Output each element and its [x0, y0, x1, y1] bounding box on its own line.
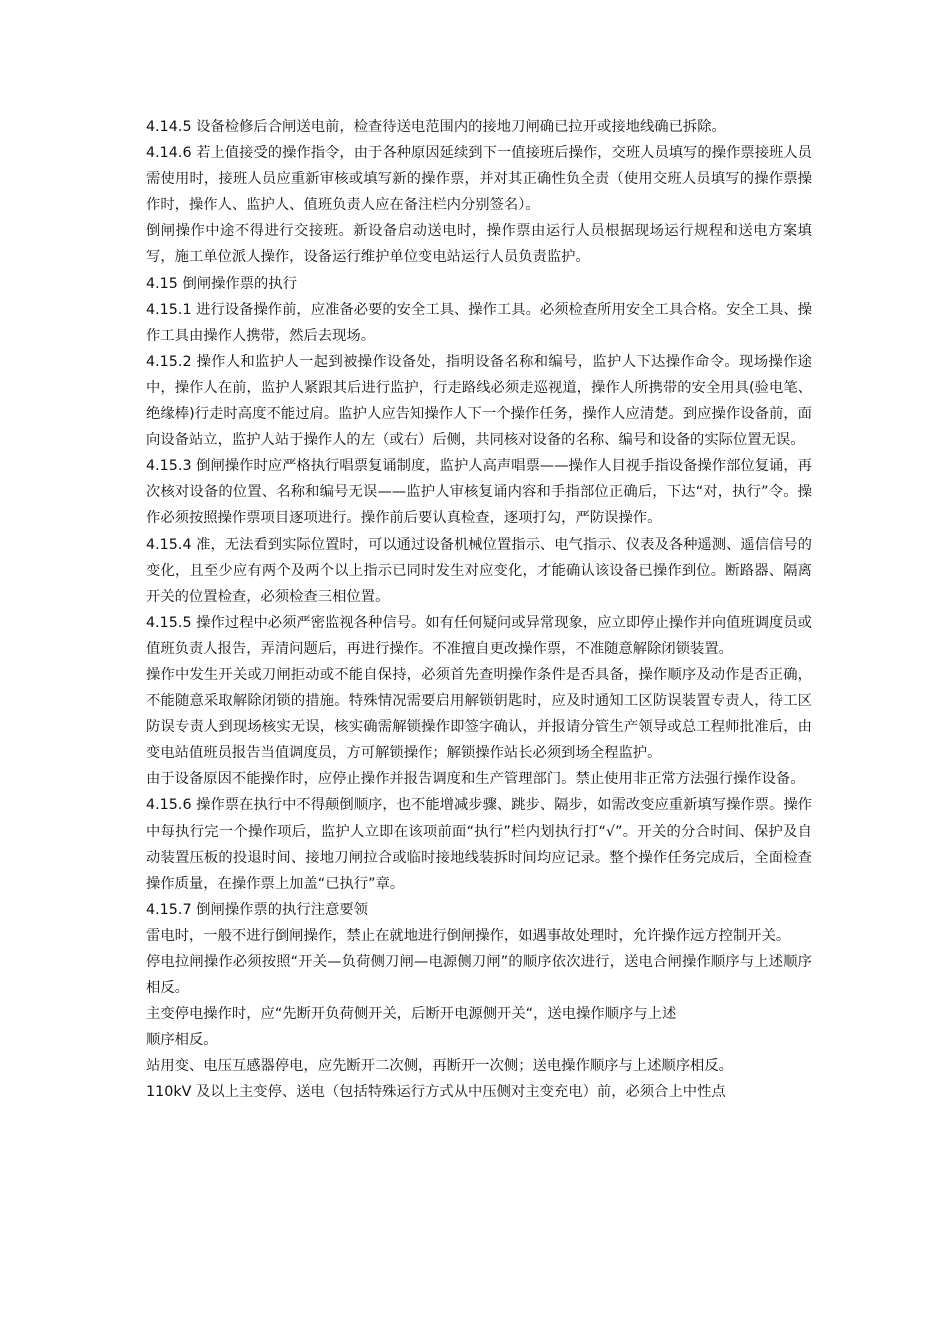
paragraph-lightning: 雷电时，一般不进行倒闸操作，禁止在就地进行倒闸操作，如遇事故处理时，允许操作远方控制开关。 — [146, 927, 791, 944]
paragraph-equipment-failure: 由于设备原因不能操作时，应停止操作并报告调度和生产管理部门。禁止使用非正常方法强行操作设备。 — [146, 771, 805, 788]
paragraph-4-15-1: 4.15.1 进行设备操作前，应准备必要的安全工具、操作工具。必须检查所用安全工具合格。安全工具、操作工具由操作人携带，然后去现场。 — [146, 301, 812, 344]
paragraph-shift-handover: 倒闸操作中途不得进行交接班。新设备启动送电时，操作票由运行人员根据现场运行规程和送电方案填写，施工单位派人操作，设备运行维护单位变电站运行人员负责监护。 — [146, 223, 812, 266]
paragraph-4-14-5: 4.14.5 设备检修后合闸送电前，检查待送电范围内的接地刀闸确已拉开或接地线确已拆除。 — [146, 119, 726, 135]
section-heading-4-15: 4.15 倒闸操作票的执行 — [146, 275, 298, 292]
paragraph-switching-sequence: 停电拉闸操作必须按照“开关—负荷侧刀闸—电源侧刀闸”的顺序依次进行，送电合闸操作顺序与上述顺序相反。 — [146, 954, 812, 997]
paragraph-main-transformer-line2: 顺序相反。 — [146, 1032, 218, 1049]
document-body — [146, 114, 812, 1106]
paragraph-4-15-2: 4.15.2 操作人和监护人一起到被操作设备处，指明设备名称和编号，监护人下达操作命令。现场操作途中，操作人在前，监护人紧跟其后进行监护，行走路线必须走巡视道，操作人所携带的安全用具(验电笔、绝缘棒)行走时高度不能过肩。监护人应告知操作人下一个操作任务，操作人应清楚。到应操作设备前，面向设备站立，监护人站于操作人的左（或右）后侧，共同核对设备的名称、编号和设备的实际位置无误。 — [146, 353, 812, 449]
paragraph-4-15-3: 4.15.3 倒闸操作时应严格执行唱票复诵制度，监护人高声唱票——操作人目视手指设备操作部位复诵，再次核对设备的位置、名称和编号无误——监护人审核复诵内容和手指部位正确后，下达“对，执行”令。操作必须按照操作票项目逐项进行。操作前后要认真检查，逐项打勾，严防误操作。 — [146, 458, 812, 527]
paragraph-110kv-transformer: 110kV 及以上主变停、送电（包括特殊运行方式从中压侧对主变充电）前，必须合上中性点 — [146, 1084, 726, 1101]
paragraph-4-15-4: 4.15.4 准，无法看到实际位置时，可以通过设备机械位置指示、电气指示、仪表及各种遥测、遥信信号的变化，且至少应有两个及两个以上指示已同时发生对应变化，才能确认该设备已操作到位。断路器、隔离开关的位置检查，必须检查三相位置。 — [146, 536, 812, 605]
paragraph-interlock-release: 操作中发生开关或刀闸拒动或不能自保持，必须首先查明操作条件是否具备，操作顺序及动作是否正确，不能随意采取解除闭锁的措施。特殊情况需要启用解锁钥匙时，应及时通知工区防误装置专责人，待工区防误专责人到现场核实无误，核实确需解锁操作即签字确认，并报请分管生产领导或总工程师批准后，由变电站值班员报告当值调度员，方可解锁操作；解锁操作站长必须到场全程监护。 — [146, 666, 812, 762]
paragraph-4-15-5: 4.15.5 操作过程中必须严密监视各种信号。如有任何疑问或异常现象，应立即停止操作并向值班调度员或值班负责人报告，弄清问题后，再进行操作。不准擅自更改操作票，不准随意解除闭锁装置。 — [146, 614, 812, 657]
paragraph-4-15-6: 4.15.6 操作票在执行中不得颠倒顺序，也不能增减步骤、跳步、隔步，如需改变应重新填写操作票。操作中每执行完一个操作项后，监护人立即在该项前面“执行”栏内划执行打“√”。开关的分合时间、保护及自动装置压板的投退时间、接地刀闸拉合或临时接地线装拆时间均应记录。整个操作任务完成后，全面检查操作质量，在操作票上加盖“已执行”章。 — [146, 797, 812, 892]
paragraph-4-14-6: 4.14.6 若上值接受的操作指令，由于各种原因延续到下一值接班后操作，交班人员填写的操作票接班人员需使用时，接班人员应重新审核或填写新的操作票，并对其正确性负全责（使用交班人员填写的操作票操作时，操作人、监护人、值班负责人应在备注栏内分别签名）。 — [146, 145, 812, 214]
section-heading-4-15-7: 4.15.7 倒闸操作票的执行注意要领 — [146, 901, 368, 918]
paragraph-station-transformer: 站用变、电压互感器停电，应先断开二次侧，再断开一次侧；送电操作顺序与上述顺序相反。 — [146, 1058, 733, 1075]
paragraph-main-transformer-line1: 主变停电操作时，应“先断开负荷侧开关，后断开电源侧开关“，送电操作顺序与上述 — [146, 1006, 677, 1023]
